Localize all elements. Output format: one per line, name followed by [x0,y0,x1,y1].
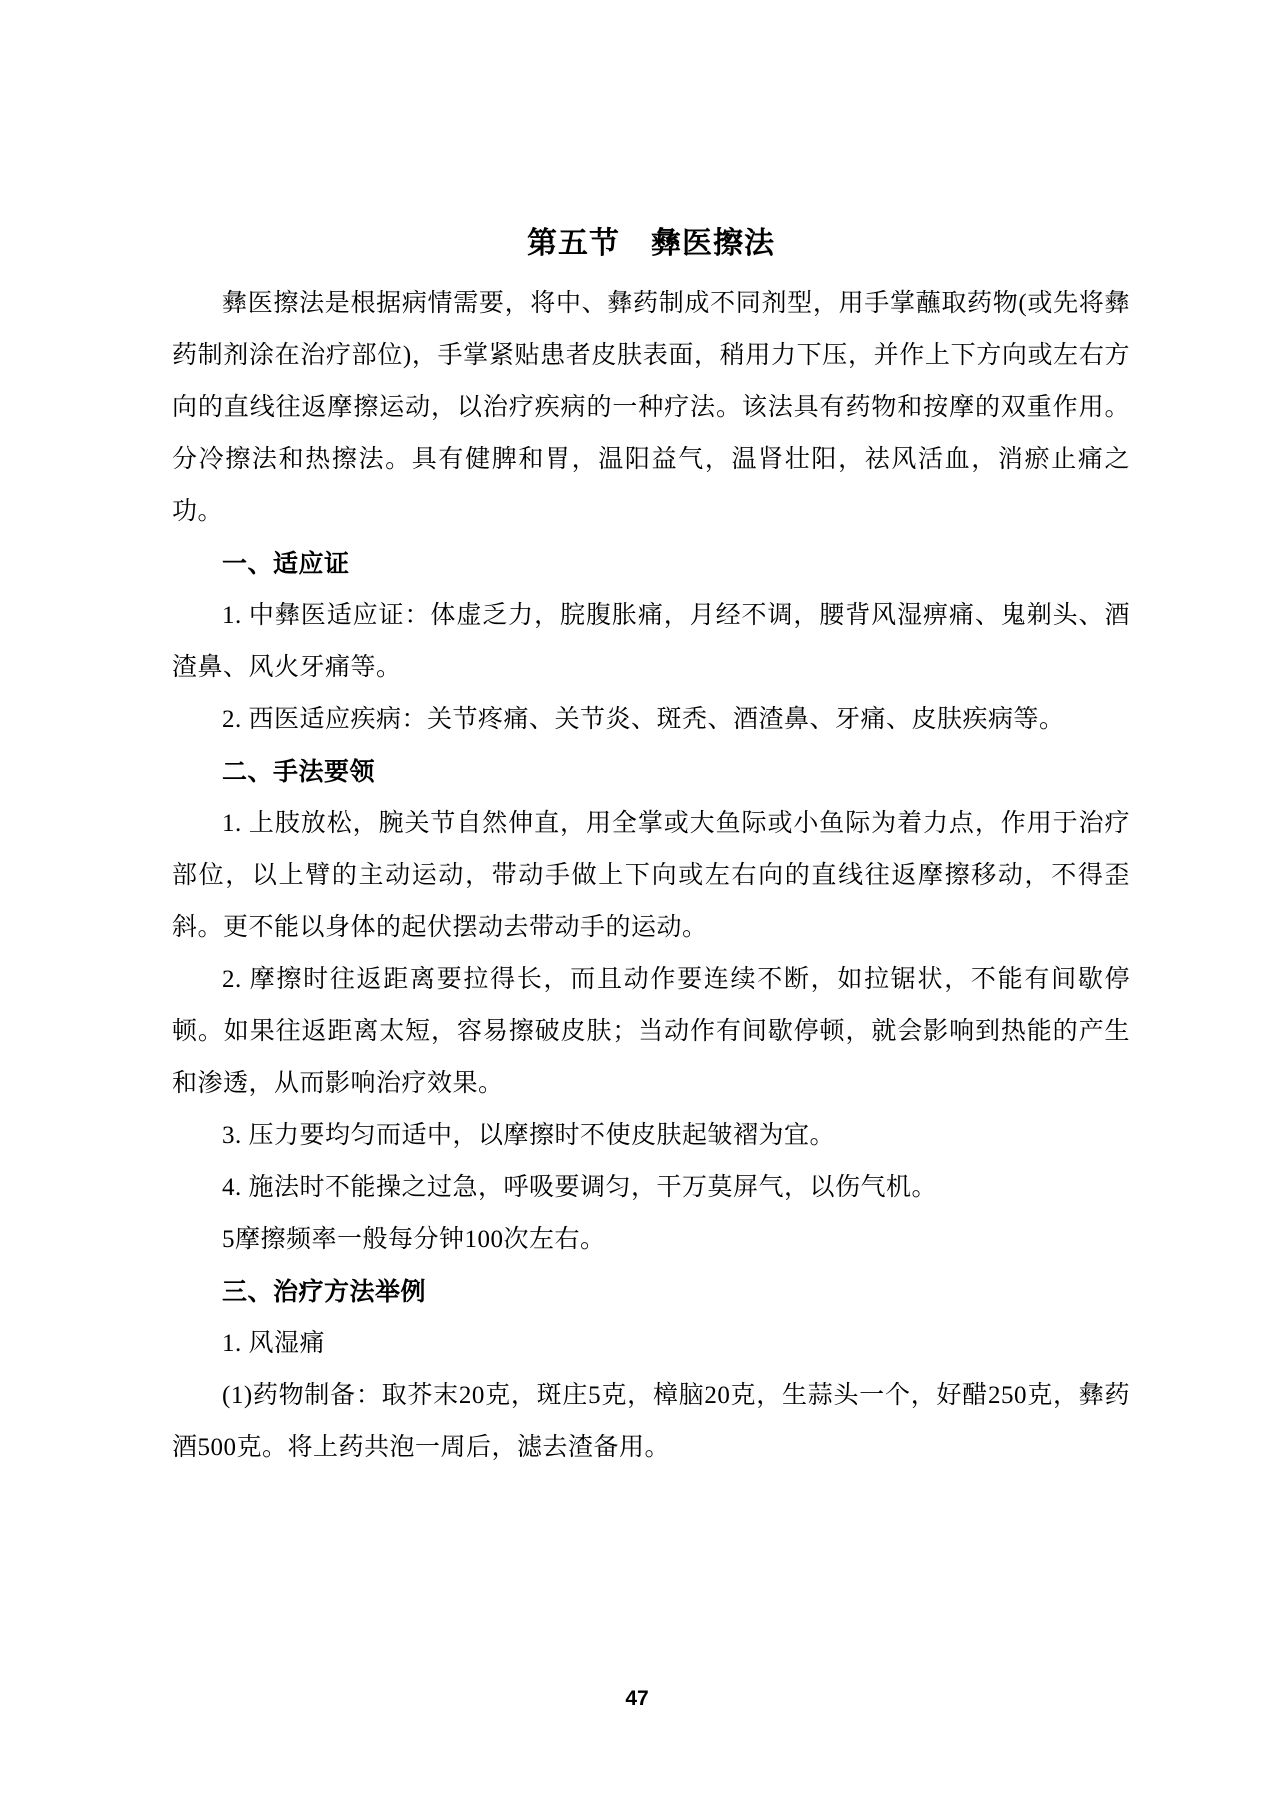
heading-treatment-examples: 三、治疗方法举例 [222,1278,427,1306]
heading-indications: 一、适应证 [222,550,350,578]
paragraph-indications-western: 2. 西医适应疾病：关节疼痛、关节炎、斑秃、酒渣鼻、牙痛、皮肤疾病等。 [222,706,1065,733]
paragraph-example-rheumatism: 1. 风湿痛 [222,1330,326,1357]
paragraph-technique-5: 5摩擦频率一般每分钟100次左右。 [222,1226,606,1253]
intro-paragraph: 彝医擦法是根据病情需要，将中、彝药制成不同剂型，用手掌蘸取药物(或先将彝药制剂涂在治疗部位)，手掌紧贴患者皮肤表面，稍用力下压，并作上下方向或左右方向的直线往返摩擦运动，以治疗疾病的一种疗法。该法具有药物和按摩的双重作用。分冷擦法和热擦法。具有健脾和胃，温阳益气，温肾壮阳，祛风活血，消瘀止痛之功。 [172,290,1130,525]
paragraph-technique-3: 3. 压力要均匀而适中，以摩擦时不使皮肤起皱褶为宜。 [222,1122,836,1149]
paragraph-indications-tcm: 1. 中彝医适应证：体虚乏力，脘腹胀痛，月经不调，腰背风湿痹痛、鬼剃头、酒渣鼻、风火牙痛等。 [172,602,1130,681]
chapter-section-title: 第五节 彝医擦法 [527,227,775,260]
paragraph-technique-1: 1. 上肢放松，腕关节自然伸直，用全掌或大鱼际或小鱼际为着力点，作用于治疗部位，以上臂的主动运动，带动手做上下向或左右向的直线往返摩擦移动，不得歪斜。更不能以身体的起伏摆动去带动手的运动。 [172,810,1130,941]
paragraph-technique-2: 2. 摩擦时往返距离要拉得长，而且动作要连续不断，如拉锯状，不能有间歇停顿。如果往返距离太短，容易擦破皮肤；当动作有间歇停顿，就会影响到热能的产生和渗透，从而影响治疗效果。 [172,966,1130,1097]
page-content [172,222,1130,1474]
heading-technique-essentials: 二、手法要领 [222,758,376,786]
paragraph-technique-4: 4. 施法时不能操之过急，呼吸要调匀，干万莫屏气，以伤气机。 [222,1174,938,1201]
paragraph-drug-preparation: (1)药物制备：取芥末20克，斑庄5克，樟脑20克，生蒜头一个，好醋250克，彝药酒500克。将上药共泡一周后，滤去渣备用。 [172,1382,1130,1461]
page-number: 47 [625,1687,649,1710]
